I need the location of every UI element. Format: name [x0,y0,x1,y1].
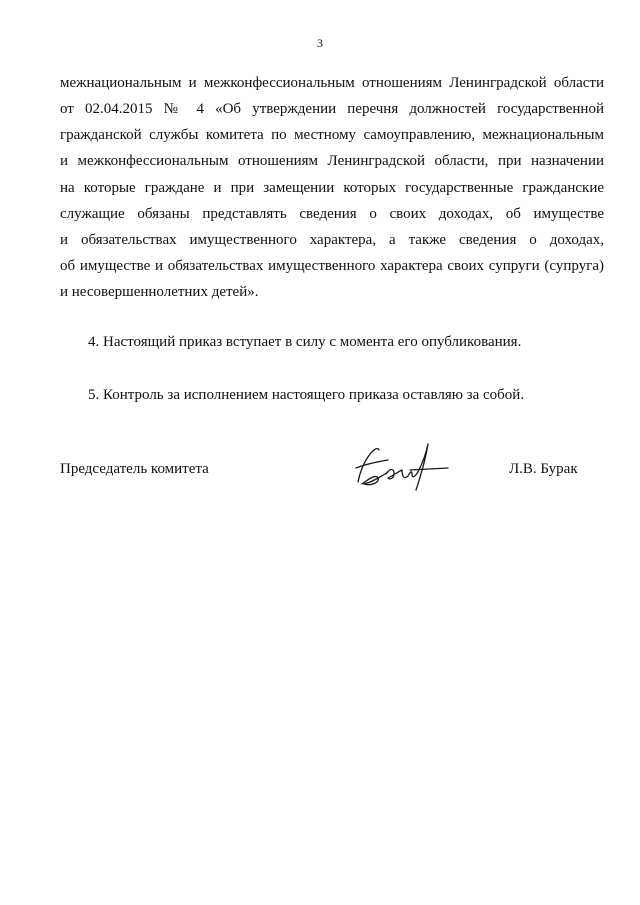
item-5-text: 5. Контроль за исполнением настоящего приказа оставляю за собой. [88,387,525,403]
signatory-position: Председатель комитета [60,461,209,477]
paragraph-line: межнациональным и межконфессиональным отношениям Ленинградской области [60,75,604,91]
item-4-text: 4. Настоящий приказ вступает в силу с момента его опубликования. [88,334,522,350]
paragraph-line: служащие обязаны представлять сведения о своих доходах, об имуществе [60,206,604,222]
handwritten-signature [348,438,452,498]
paragraph-line: и обязательствах имущественного характера, а также сведения о доходах, [60,232,604,248]
page-number: 3 [317,36,323,50]
paragraph-line: от 02.04.2015 № 4 «Об утверждении перечня должностей государственной [60,101,604,117]
paragraph-line: об имуществе и обязательствах имущественного характера своих супруги (супруга) [60,258,604,274]
paragraph-line: на которые граждане и при замещении которых государственные гражданские [60,180,604,196]
paragraph-line: и несовершеннолетних детей». [60,284,259,300]
paragraph-line: гражданской службы комитета по местному самоуправлению, межнациональным [60,127,604,143]
paragraph-line: и межконфессиональным отношениям Ленинградской области, при назначении [60,153,604,169]
signatory-name: Л.В. Бурак [509,461,578,477]
